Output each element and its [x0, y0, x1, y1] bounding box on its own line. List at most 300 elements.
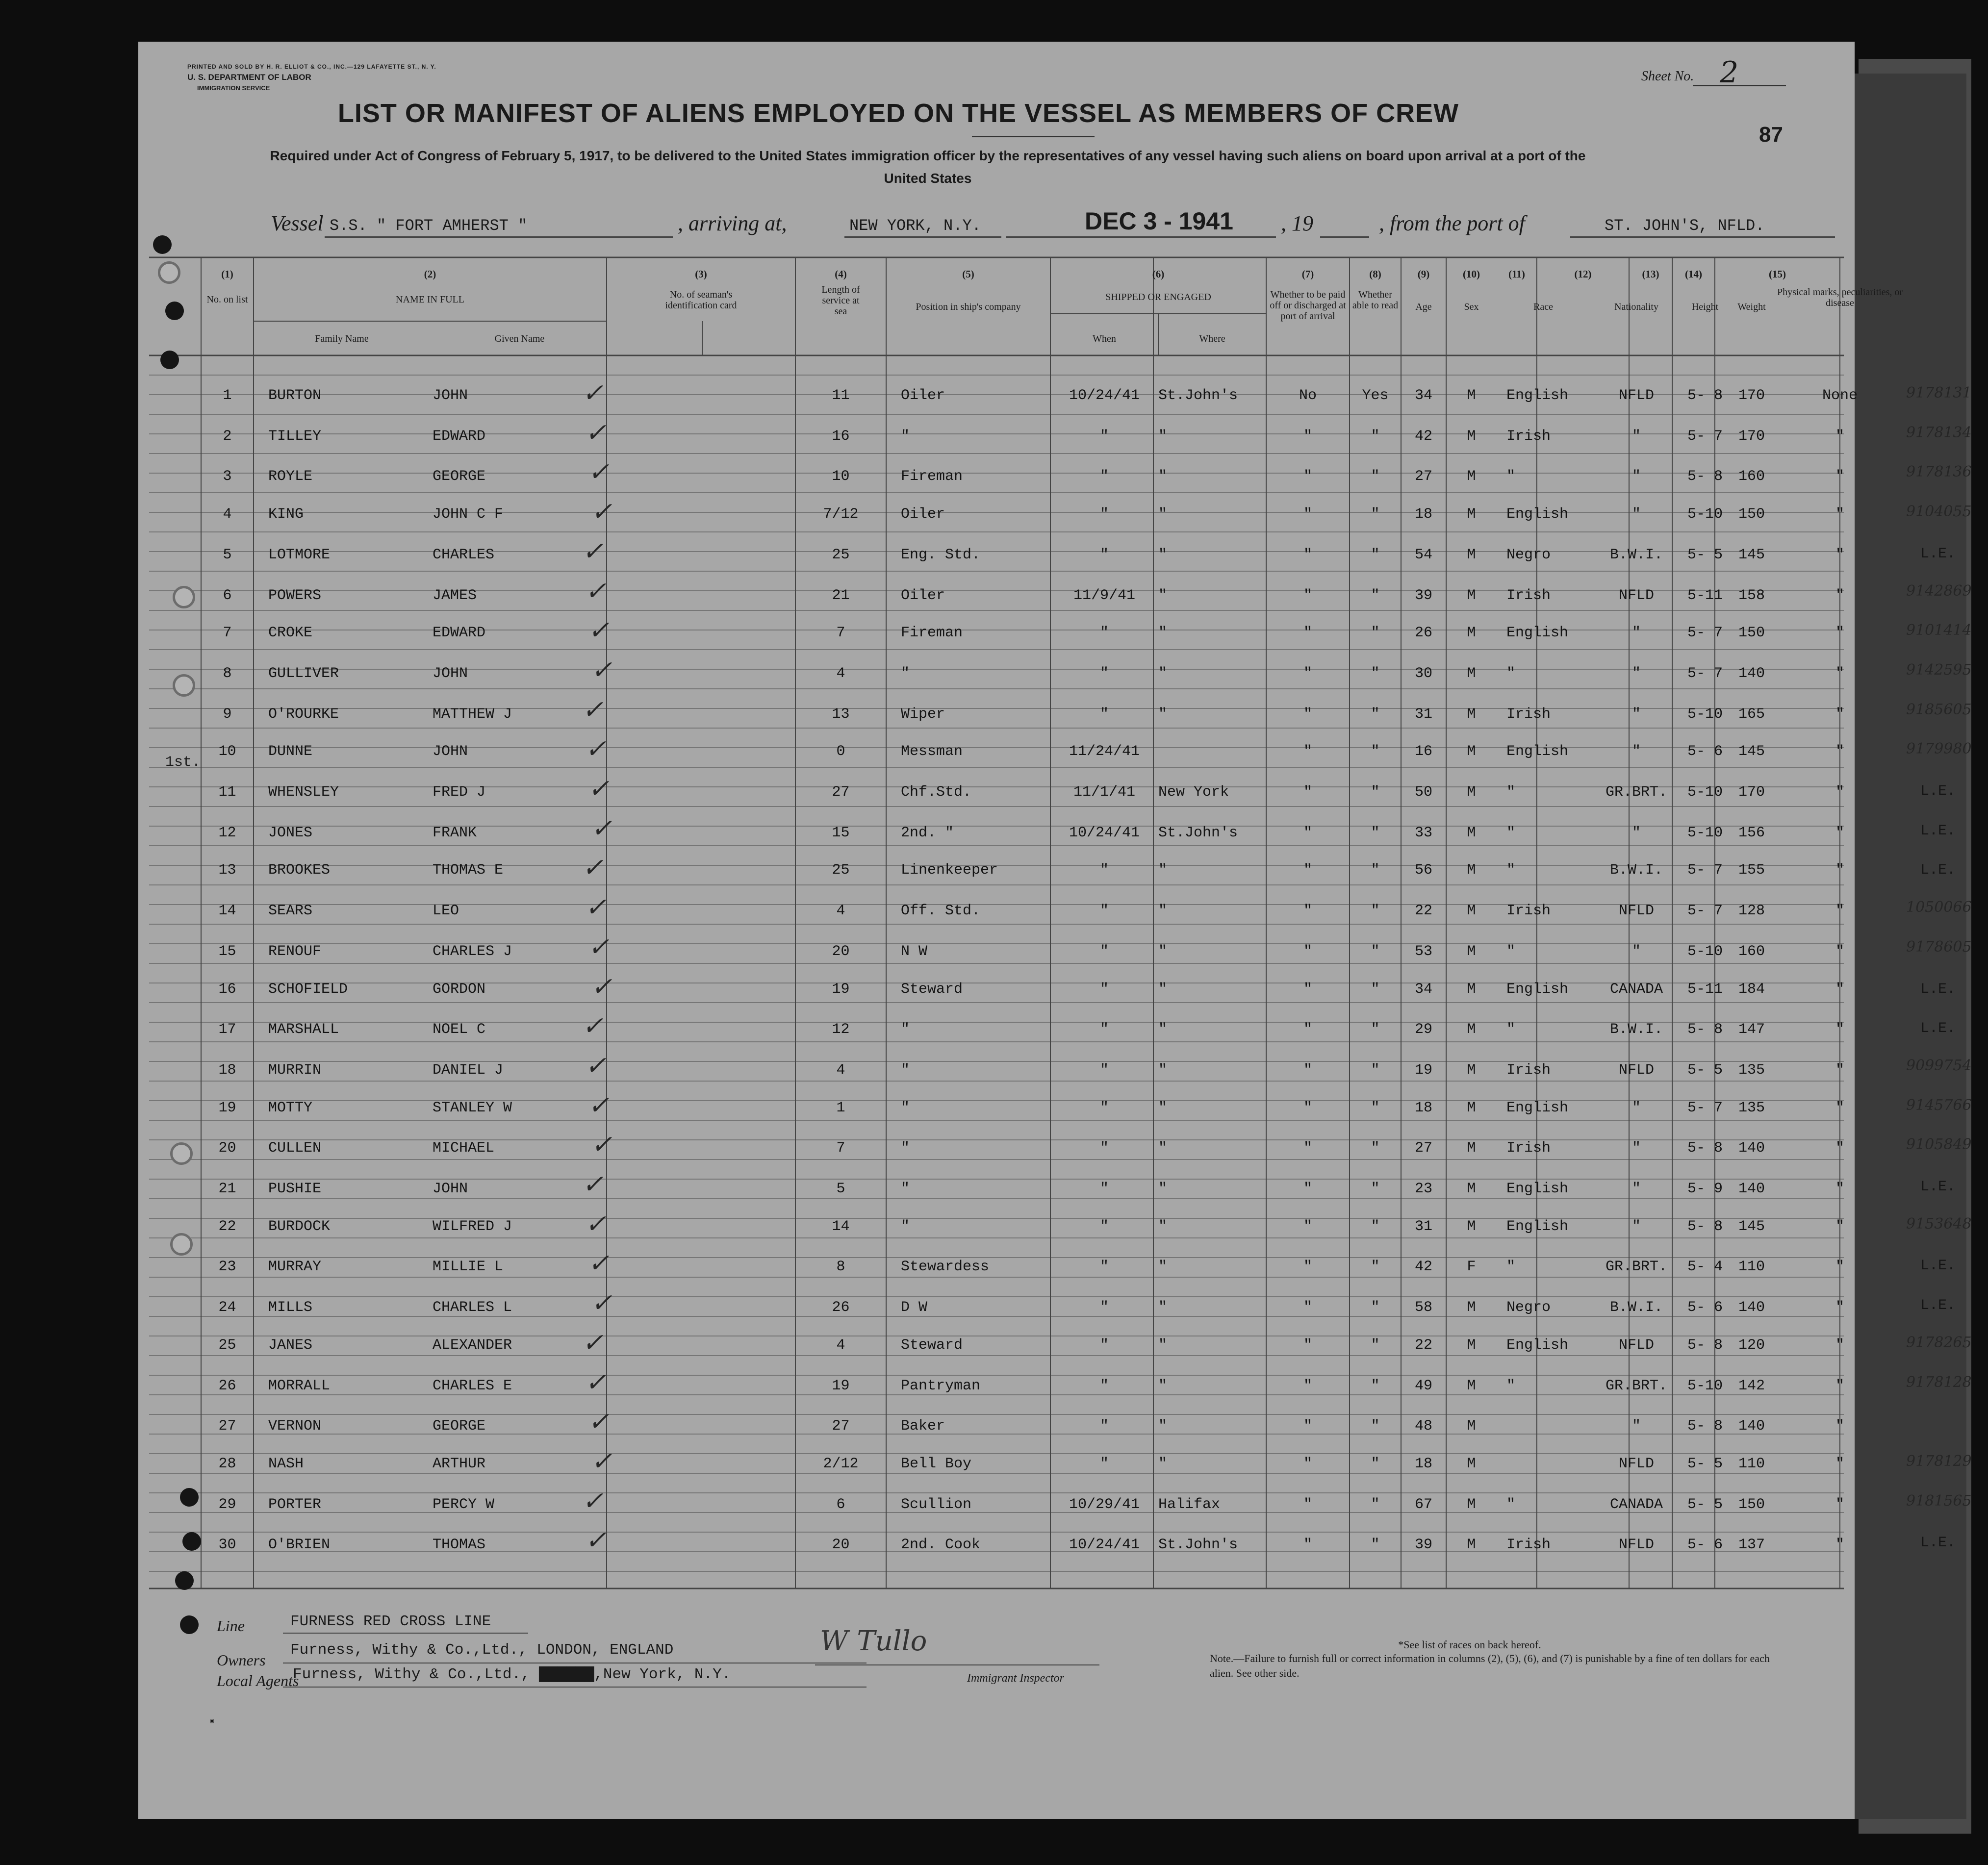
cell-race: Irish — [1506, 706, 1551, 723]
cell-race: Irish — [1506, 903, 1551, 920]
cell-no: 17 — [218, 1021, 236, 1038]
arriving-label: , arriving at, — [678, 211, 787, 235]
cell-given: GEORGE — [433, 1418, 486, 1435]
vessel-label: Vessel — [271, 211, 324, 235]
cell-read: " — [1371, 943, 1380, 960]
cell-where: " — [1158, 468, 1168, 485]
check-mark-icon: ✓ — [585, 1526, 607, 1556]
cell-age: 39 — [1414, 587, 1432, 604]
cell-age: 33 — [1414, 824, 1432, 841]
binder-ring — [170, 1233, 193, 1256]
cell-family: KING — [268, 506, 304, 523]
cell-race: " — [1506, 784, 1516, 801]
line-label: Line — [217, 1617, 245, 1635]
check-mark-icon: ✓ — [585, 734, 607, 764]
arrival-port: NEW YORK, N.Y. — [849, 217, 981, 235]
cell-race: English — [1506, 1181, 1569, 1197]
cell-age: 23 — [1414, 1181, 1432, 1197]
cell-where: " — [1158, 862, 1168, 879]
check-mark-icon: ✓ — [585, 1367, 607, 1397]
cell-marks: " — [1835, 428, 1844, 445]
cell-marks: " — [1835, 1021, 1844, 1038]
cell-marks: " — [1835, 706, 1844, 723]
cell-read: " — [1371, 1537, 1380, 1554]
clearance-note: L.E. — [1920, 981, 1956, 998]
line-value: FURNESS RED CROSS LINE — [290, 1613, 491, 1630]
cell-position: " — [901, 1099, 910, 1116]
cell-age: 19 — [1414, 1061, 1432, 1079]
header-no-on-list: No. on list — [206, 294, 248, 305]
binder-ring — [170, 1142, 193, 1165]
cell-given: FRANK — [433, 824, 477, 841]
cell-sex: M — [1467, 625, 1476, 642]
cell-no: 10 — [218, 743, 236, 760]
cell-age: 18 — [1414, 1455, 1432, 1472]
cell-given: JOHN — [433, 743, 468, 760]
cell-service: 2/12 — [823, 1455, 859, 1472]
cell-height: 5- 7 — [1687, 665, 1723, 682]
cell-height: 5-10 — [1687, 1377, 1723, 1394]
cell-read: " — [1371, 1099, 1380, 1116]
cell-nat: " — [1631, 1140, 1641, 1157]
cell-paid: " — [1303, 428, 1312, 445]
cell-given: MICHAEL — [433, 1140, 495, 1157]
cell-position: Oiler — [901, 387, 945, 404]
cell-position: " — [901, 1140, 910, 1157]
header-position: Position in ship's company — [916, 302, 1021, 312]
cell-family: O'BRIEN — [268, 1537, 331, 1554]
cell-weight: 120 — [1738, 1336, 1765, 1354]
cell-family: MURRAY — [268, 1259, 322, 1276]
binder-hole — [153, 235, 172, 254]
binder-ring — [158, 261, 180, 284]
cell-read: " — [1371, 706, 1380, 723]
cell-no: 19 — [218, 1099, 236, 1116]
cell-read: " — [1371, 903, 1380, 920]
check-mark-icon: ✓ — [585, 576, 607, 606]
check-mark-icon: ✓ — [582, 853, 604, 883]
cell-no: 27 — [218, 1418, 236, 1435]
column-number: (3) — [695, 268, 707, 280]
cell-weight: 155 — [1738, 862, 1765, 879]
column-number: (1) — [221, 268, 233, 280]
cell-service: 4 — [836, 1336, 845, 1354]
cell-given: JOHN — [433, 665, 468, 682]
column-number: (14) — [1685, 268, 1702, 280]
cell-nat: " — [1631, 1099, 1641, 1116]
cell-family: GULLIVER — [268, 665, 339, 682]
cell-weight: 147 — [1738, 1021, 1765, 1038]
from-port: ST. JOHN'S, NFLD. — [1605, 217, 1765, 235]
cell-when: " — [1099, 1061, 1109, 1079]
cell-nat: B.W.I. — [1609, 862, 1663, 879]
cell-nat: " — [1631, 1181, 1641, 1197]
cell-age: 18 — [1414, 506, 1432, 523]
cell-when: " — [1099, 1140, 1109, 1157]
cell-read: " — [1371, 1418, 1380, 1435]
cell-sex: M — [1467, 1099, 1476, 1116]
cell-weight: 110 — [1738, 1259, 1765, 1276]
cell-race: Irish — [1506, 1140, 1551, 1157]
cell-when: " — [1099, 546, 1109, 563]
cell-weight: 140 — [1738, 665, 1765, 682]
page-subtitle: Required under Act of Congress of February 5, 1917, to be delivered to the United States immigration officer by the representatives of any vessel having such aliens on board upon arrival at a port of the United States — [270, 148, 1586, 186]
cell-given: THOMAS — [433, 1537, 486, 1554]
cell-read: Yes — [1362, 387, 1389, 404]
cell-position: Messman — [901, 743, 963, 760]
cell-height: 5- 6 — [1687, 1299, 1723, 1316]
check-mark-icon: ✓ — [588, 774, 610, 804]
cell-given: LEO — [433, 903, 459, 920]
cell-height: 5- 7 — [1687, 625, 1723, 642]
cell-height: 5- 8 — [1687, 1218, 1723, 1235]
clearance-note: L.E. — [1920, 822, 1956, 839]
owners-value: Furness, Withy & Co.,Ltd., LONDON, ENGLAND — [290, 1641, 674, 1659]
cell-position: Fireman — [901, 625, 963, 642]
cell-given: THOMAS E — [433, 862, 504, 879]
cell-when: 10/24/41 — [1069, 1537, 1140, 1554]
cell-no: 26 — [218, 1377, 236, 1394]
header-where: Where — [1199, 333, 1225, 344]
cell-no: 1 — [223, 387, 232, 404]
cell-marks: " — [1835, 1099, 1844, 1116]
clearance-note: 9142869 — [1906, 582, 1972, 600]
clearance-note: L.E. — [1920, 862, 1956, 879]
cell-service: 10 — [832, 468, 850, 485]
column-number: (11) — [1508, 268, 1525, 280]
binder-hole — [180, 1615, 199, 1634]
cell-paid: " — [1303, 743, 1312, 760]
cell-when: " — [1099, 428, 1109, 445]
check-mark-icon: ✓ — [588, 1249, 610, 1279]
cell-race: " — [1506, 468, 1516, 485]
cell-where: " — [1158, 1259, 1168, 1276]
cell-read: " — [1371, 1021, 1380, 1038]
cell-service: 11 — [832, 387, 850, 404]
cell-service: 5 — [836, 1181, 845, 1197]
cell-height: 5- 6 — [1687, 1537, 1723, 1554]
column-number: (6) — [1152, 268, 1165, 280]
binder-hole — [175, 1571, 194, 1590]
cell-family: VERNON — [268, 1418, 322, 1435]
cell-height: 5-11 — [1687, 587, 1723, 604]
cell-given: JAMES — [433, 587, 477, 604]
cell-service: 20 — [832, 943, 850, 960]
cell-race: English — [1506, 1336, 1569, 1354]
cell-no: 12 — [218, 824, 236, 841]
cell-age: 22 — [1414, 1336, 1432, 1354]
clearance-note: 1050066 — [1906, 899, 1972, 916]
cell-marks: " — [1835, 665, 1844, 682]
cell-marks: " — [1835, 1496, 1844, 1513]
cell-read: " — [1371, 1496, 1380, 1513]
cell-weight: 170 — [1738, 428, 1765, 445]
check-mark-icon: ✓ — [585, 893, 607, 923]
cell-where: " — [1158, 981, 1168, 998]
cell-read: " — [1371, 587, 1380, 604]
header-given-name: Given Name — [494, 333, 545, 344]
cell-paid: " — [1303, 824, 1312, 841]
cell-family: MARSHALL — [268, 1021, 339, 1038]
cell-height: 5- 4 — [1687, 1259, 1723, 1276]
cell-read: " — [1371, 1181, 1380, 1197]
cell-nat: " — [1631, 1418, 1641, 1435]
cell-no: 4 — [223, 506, 232, 523]
clearance-note: 9178134 — [1906, 424, 1972, 441]
header-family-name: Family Name — [315, 333, 369, 344]
inspector-signature: W Tullo — [820, 1625, 927, 1657]
cell-given: CHARLES J — [433, 943, 512, 960]
cell-no: 18 — [218, 1061, 236, 1079]
cell-marks: " — [1835, 981, 1844, 998]
cell-when: " — [1099, 1099, 1109, 1116]
cell-age: 16 — [1414, 743, 1432, 760]
cell-service: 4 — [836, 903, 845, 920]
cell-sex: M — [1467, 1218, 1476, 1235]
cell-where: " — [1158, 1181, 1168, 1197]
cell-when: 10/24/41 — [1069, 824, 1140, 841]
clearance-note: 9185605 — [1906, 701, 1972, 718]
cell-paid: " — [1303, 506, 1312, 523]
cell-height: 5- 7 — [1687, 903, 1723, 920]
cell-marks: " — [1835, 625, 1844, 642]
cell-nat: NFLD — [1618, 387, 1654, 404]
cell-sex: M — [1467, 981, 1476, 998]
cell-paid: " — [1303, 1418, 1312, 1435]
column-number: (13) — [1642, 268, 1659, 280]
cell-service: 16 — [832, 428, 850, 445]
manifest-page — [138, 42, 1972, 1819]
cell-age: 34 — [1414, 981, 1432, 998]
cell-paid: " — [1303, 1377, 1312, 1394]
cell-where: " — [1158, 943, 1168, 960]
cell-given: MATTHEW J — [433, 706, 512, 723]
cell-position: D W — [901, 1299, 928, 1316]
cell-service: 15 — [832, 824, 850, 841]
cell-when: " — [1099, 943, 1109, 960]
cell-age: 50 — [1414, 784, 1432, 801]
cell-family: PUSHIE — [268, 1181, 322, 1197]
cell-service: 4 — [836, 1061, 845, 1079]
column-number: (5) — [962, 268, 974, 280]
cell-no: 29 — [218, 1496, 236, 1513]
cell-no: 20 — [218, 1140, 236, 1157]
cell-when: " — [1099, 665, 1109, 682]
cell-nat: " — [1631, 824, 1641, 841]
cell-where: " — [1158, 587, 1168, 604]
cell-marks: " — [1835, 903, 1844, 920]
check-mark-icon: ✓ — [591, 972, 612, 1002]
binder-hole — [165, 302, 184, 320]
vessel-name: S.S. " FORT AMHERST " — [330, 217, 528, 235]
clearance-note: L.E. — [1920, 1020, 1956, 1037]
cell-read: " — [1371, 1218, 1380, 1235]
binder-hole — [180, 1488, 199, 1507]
cell-read: " — [1371, 468, 1380, 485]
cell-paid: " — [1303, 468, 1312, 485]
clearance-note: 9142595 — [1906, 661, 1972, 679]
cell-nat: " — [1631, 706, 1641, 723]
cell-service: 21 — [832, 587, 850, 604]
page-title: LIST OR MANIFEST OF ALIENS EMPLOYED ON THE VESSEL AS MEMBERS OF CREW — [337, 99, 1459, 128]
clearance-note: 9178128 — [1906, 1373, 1972, 1391]
agents-label: Local Agents — [217, 1672, 299, 1689]
cell-age: 48 — [1414, 1418, 1432, 1435]
clearance-note: L.E. — [1920, 1297, 1956, 1314]
cell-paid: " — [1303, 1140, 1312, 1157]
cell-sex: M — [1467, 743, 1476, 760]
cell-race: English — [1506, 1099, 1569, 1116]
check-mark-icon: ✓ — [588, 1407, 610, 1437]
cell-service: 27 — [832, 1418, 850, 1435]
cell-given: CHARLES E — [433, 1377, 512, 1394]
cell-position: Baker — [901, 1418, 945, 1435]
cell-paid: " — [1303, 784, 1312, 801]
check-mark-icon: ✓ — [582, 695, 604, 725]
clearance-note: 9104055 — [1906, 503, 1972, 521]
check-mark-icon: ✓ — [591, 813, 612, 843]
cell-weight: 145 — [1738, 743, 1765, 760]
cell-family: MILLS — [268, 1299, 313, 1316]
cell-nat: " — [1631, 625, 1641, 642]
cell-race: English — [1506, 981, 1569, 998]
cell-weight: 137 — [1738, 1537, 1765, 1554]
cell-marks: " — [1835, 1299, 1844, 1316]
cell-service: 25 — [832, 862, 850, 879]
cell-nat: NFLD — [1618, 1455, 1654, 1472]
column-number: (4) — [835, 268, 847, 280]
cell-no: 30 — [218, 1537, 236, 1554]
cell-where: " — [1158, 506, 1168, 523]
cell-race: Irish — [1506, 587, 1551, 604]
cell-no: 15 — [218, 943, 236, 960]
clearance-note: L.E. — [1920, 1258, 1956, 1275]
cell-paid: " — [1303, 903, 1312, 920]
cell-given: CHARLES L — [433, 1299, 512, 1316]
cell-position: Steward — [901, 981, 963, 998]
cell-family: CROKE — [268, 625, 313, 642]
cell-height: 5- 5 — [1687, 546, 1723, 563]
cell-read: " — [1371, 1140, 1380, 1157]
cell-position: Steward — [901, 1336, 963, 1354]
cell-no: 28 — [218, 1455, 236, 1472]
cell-service: 7 — [836, 1140, 845, 1157]
cell-family: JONES — [268, 824, 313, 841]
cell-paid: " — [1303, 862, 1312, 879]
cell-read: " — [1371, 1455, 1380, 1472]
cell-race: Irish — [1506, 1061, 1551, 1079]
cell-height: 5- 7 — [1687, 862, 1723, 879]
check-mark-icon: ✓ — [585, 1209, 607, 1239]
cell-paid: No — [1299, 387, 1317, 404]
cell-sex: M — [1467, 506, 1476, 523]
cell-sex: M — [1467, 1377, 1476, 1394]
cell-when: 11/9/41 — [1073, 587, 1136, 604]
check-mark-icon: ✓ — [582, 1328, 604, 1358]
header-id-card: No. of seaman's identification card — [665, 289, 737, 311]
sheet-number: 2 — [1720, 55, 1739, 90]
cell-race: " — [1506, 1377, 1516, 1394]
clearance-note: 9099754 — [1906, 1057, 1972, 1074]
cell-sex: M — [1467, 387, 1476, 404]
cell-position: " — [901, 1061, 910, 1079]
cell-nat: NFLD — [1618, 1537, 1654, 1554]
cell-nat: " — [1631, 428, 1641, 445]
cell-position: Off. Std. — [901, 903, 981, 920]
cell-read: " — [1371, 824, 1380, 841]
cell-read: " — [1371, 546, 1380, 563]
cell-read: " — [1371, 1259, 1380, 1276]
cell-read: " — [1371, 862, 1380, 879]
cell-no: 8 — [223, 665, 232, 682]
cell-read: " — [1371, 506, 1380, 523]
cell-height: 5-10 — [1687, 824, 1723, 841]
cell-when: 11/24/41 — [1069, 743, 1140, 760]
cell-where: " — [1158, 1218, 1168, 1235]
cell-height: 5- 5 — [1687, 1061, 1723, 1079]
cell-when: " — [1099, 468, 1109, 485]
cell-no: 7 — [223, 625, 232, 642]
header-sex: Sex — [1464, 302, 1479, 312]
cell-age: 27 — [1414, 468, 1432, 485]
cell-height: 5- 8 — [1687, 468, 1723, 485]
check-mark-icon: ✓ — [591, 655, 612, 685]
cell-sex: M — [1467, 1418, 1476, 1435]
cell-paid: " — [1303, 706, 1312, 723]
cell-given: FRED J — [433, 784, 486, 801]
clearance-note: 9153648 — [1906, 1215, 1972, 1233]
cell-marks: " — [1835, 1061, 1844, 1079]
cell-nat: GR.BRT. — [1605, 1377, 1668, 1394]
cell-age: 42 — [1414, 1259, 1432, 1276]
cell-given: ALEXANDER — [433, 1336, 512, 1354]
cell-family: BURTON — [268, 387, 322, 404]
clearance-note: L.E. — [1920, 783, 1956, 800]
cell-no: 25 — [218, 1336, 236, 1354]
cell-marks: " — [1835, 1537, 1844, 1554]
cell-sex: M — [1467, 862, 1476, 879]
cell-where: " — [1158, 665, 1168, 682]
cell-service: 12 — [832, 1021, 850, 1038]
cell-given: GEORGE — [433, 468, 486, 485]
cell-where: " — [1158, 1455, 1168, 1472]
cell-no: 21 — [218, 1181, 236, 1197]
cell-sex: M — [1467, 1021, 1476, 1038]
column-number: (2) — [424, 268, 436, 280]
cell-weight: 145 — [1738, 546, 1765, 563]
cell-where: " — [1158, 706, 1168, 723]
cell-height: 5- 8 — [1687, 1021, 1723, 1038]
margin-note: 1st. — [165, 754, 201, 771]
cell-where: " — [1158, 1418, 1168, 1435]
cell-no: 5 — [223, 546, 232, 563]
cell-sex: M — [1467, 1455, 1476, 1472]
cell-paid: " — [1303, 625, 1312, 642]
check-mark-icon: ✓ — [588, 932, 610, 962]
cell-race: " — [1506, 862, 1516, 879]
cell-family: CULLEN — [268, 1140, 322, 1157]
cell-sex: M — [1467, 824, 1476, 841]
cell-where: " — [1158, 1299, 1168, 1316]
header-able-read: Whether able to read — [1352, 289, 1399, 311]
cell-nat: CANADA — [1609, 981, 1663, 998]
cell-race: " — [1506, 1496, 1516, 1513]
cell-where: New York — [1158, 784, 1229, 801]
column-number: (12) — [1574, 268, 1592, 280]
cell-weight: 184 — [1738, 981, 1765, 998]
binder-ring — [173, 674, 195, 697]
cell-marks: " — [1835, 862, 1844, 879]
